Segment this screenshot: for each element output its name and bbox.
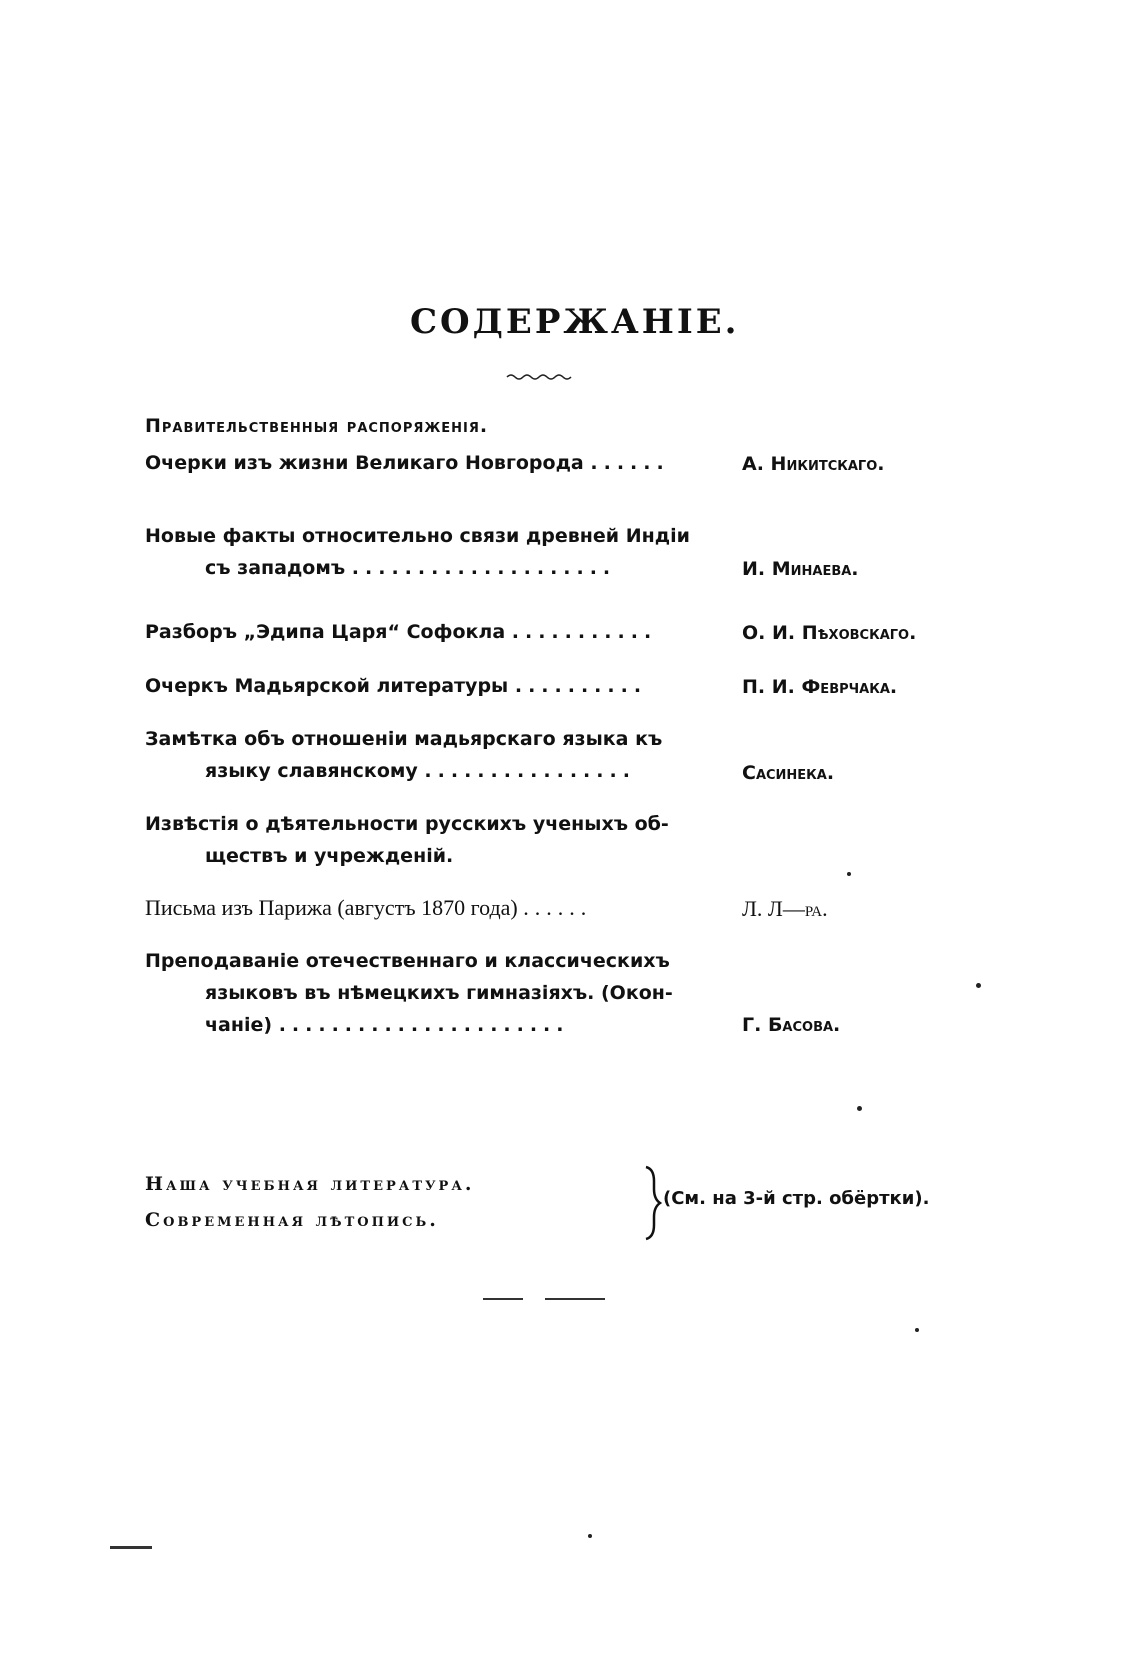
bottom-rule — [483, 1298, 523, 1300]
bottom-item: Современная лѣтопись. — [145, 1209, 439, 1231]
toc-entry: Очеркъ Мадьярской литературы .......... — [145, 675, 648, 697]
bottom-rule — [545, 1298, 605, 1300]
print-speck — [847, 872, 851, 876]
toc-entry: Письма изъ Парижа (августъ 1870 года) ...... — [145, 895, 593, 920]
toc-entry: Очерки изъ жизни Великаго Новгорода ...... — [145, 452, 670, 474]
entry-title: Извѣстія о дѣятельности русскихъ ученыхъ об- — [145, 813, 669, 835]
entry-author: А. Никитскаго. — [742, 453, 885, 475]
see-note: (См. на 3-й стр. обёртки). — [663, 1188, 930, 1209]
entry-title: Очерки изъ жизни Великаго Новгорода — [145, 452, 584, 474]
entry-author: О. И. Пѣховскаго. — [742, 622, 917, 644]
toc-entry: Новые факты относительно связи древней Индіи съ западомъ .................... — [145, 525, 690, 579]
entry-title: Замѣтка объ отношеніи мадьярскаго языка къ — [145, 728, 663, 750]
section-heading: Правительственныя распоряженія. — [145, 415, 489, 437]
print-speck — [976, 983, 981, 988]
print-speck — [588, 1534, 592, 1538]
print-speck — [915, 1328, 919, 1332]
toc-entry: Разборъ „Эдипа Царя“ Софокла ........... — [145, 621, 658, 643]
entry-title: Разборъ „Эдипа Царя“ Софокла — [145, 621, 506, 643]
margin-mark — [110, 1546, 152, 1549]
page-title: СОДЕРЖАНІЕ. — [410, 302, 740, 342]
entry-title: Очеркъ Мадьярской литературы — [145, 675, 509, 697]
entry-author: И. Минаева. — [742, 558, 859, 580]
toc-entry: Преподаваніе отечественнаго и классическихъ языковъ въ нѣмецкихъ гимназіяхъ. (Окон- чаніе) ...................... — [145, 950, 673, 1036]
entry-author: Г. Басова. — [742, 1014, 841, 1036]
entry-author: Л. Л—ра. — [742, 896, 828, 921]
entry-title: Новые факты относительно связи древней Индіи — [145, 525, 690, 547]
entry-title: Преподаваніе отечественнаго и классическихъ — [145, 950, 670, 972]
title-ornament — [505, 372, 575, 382]
toc-entry: Замѣтка объ отношеніи мадьярскаго языка къ языку славянскому ................ — [145, 728, 663, 782]
bottom-item: Наша учебная литература. — [145, 1173, 475, 1195]
entry-author: Сасинека. — [742, 762, 835, 784]
entry-title: Письма изъ Парижа (августъ 1870 года) — [145, 895, 518, 920]
print-speck — [857, 1106, 862, 1111]
brace-icon — [640, 1165, 662, 1241]
toc-entry: Извѣстія о дѣятельности русскихъ ученыхъ об- ществъ и учрежденій. — [145, 813, 669, 867]
entry-author: П. И. Феврчака. — [742, 676, 898, 698]
